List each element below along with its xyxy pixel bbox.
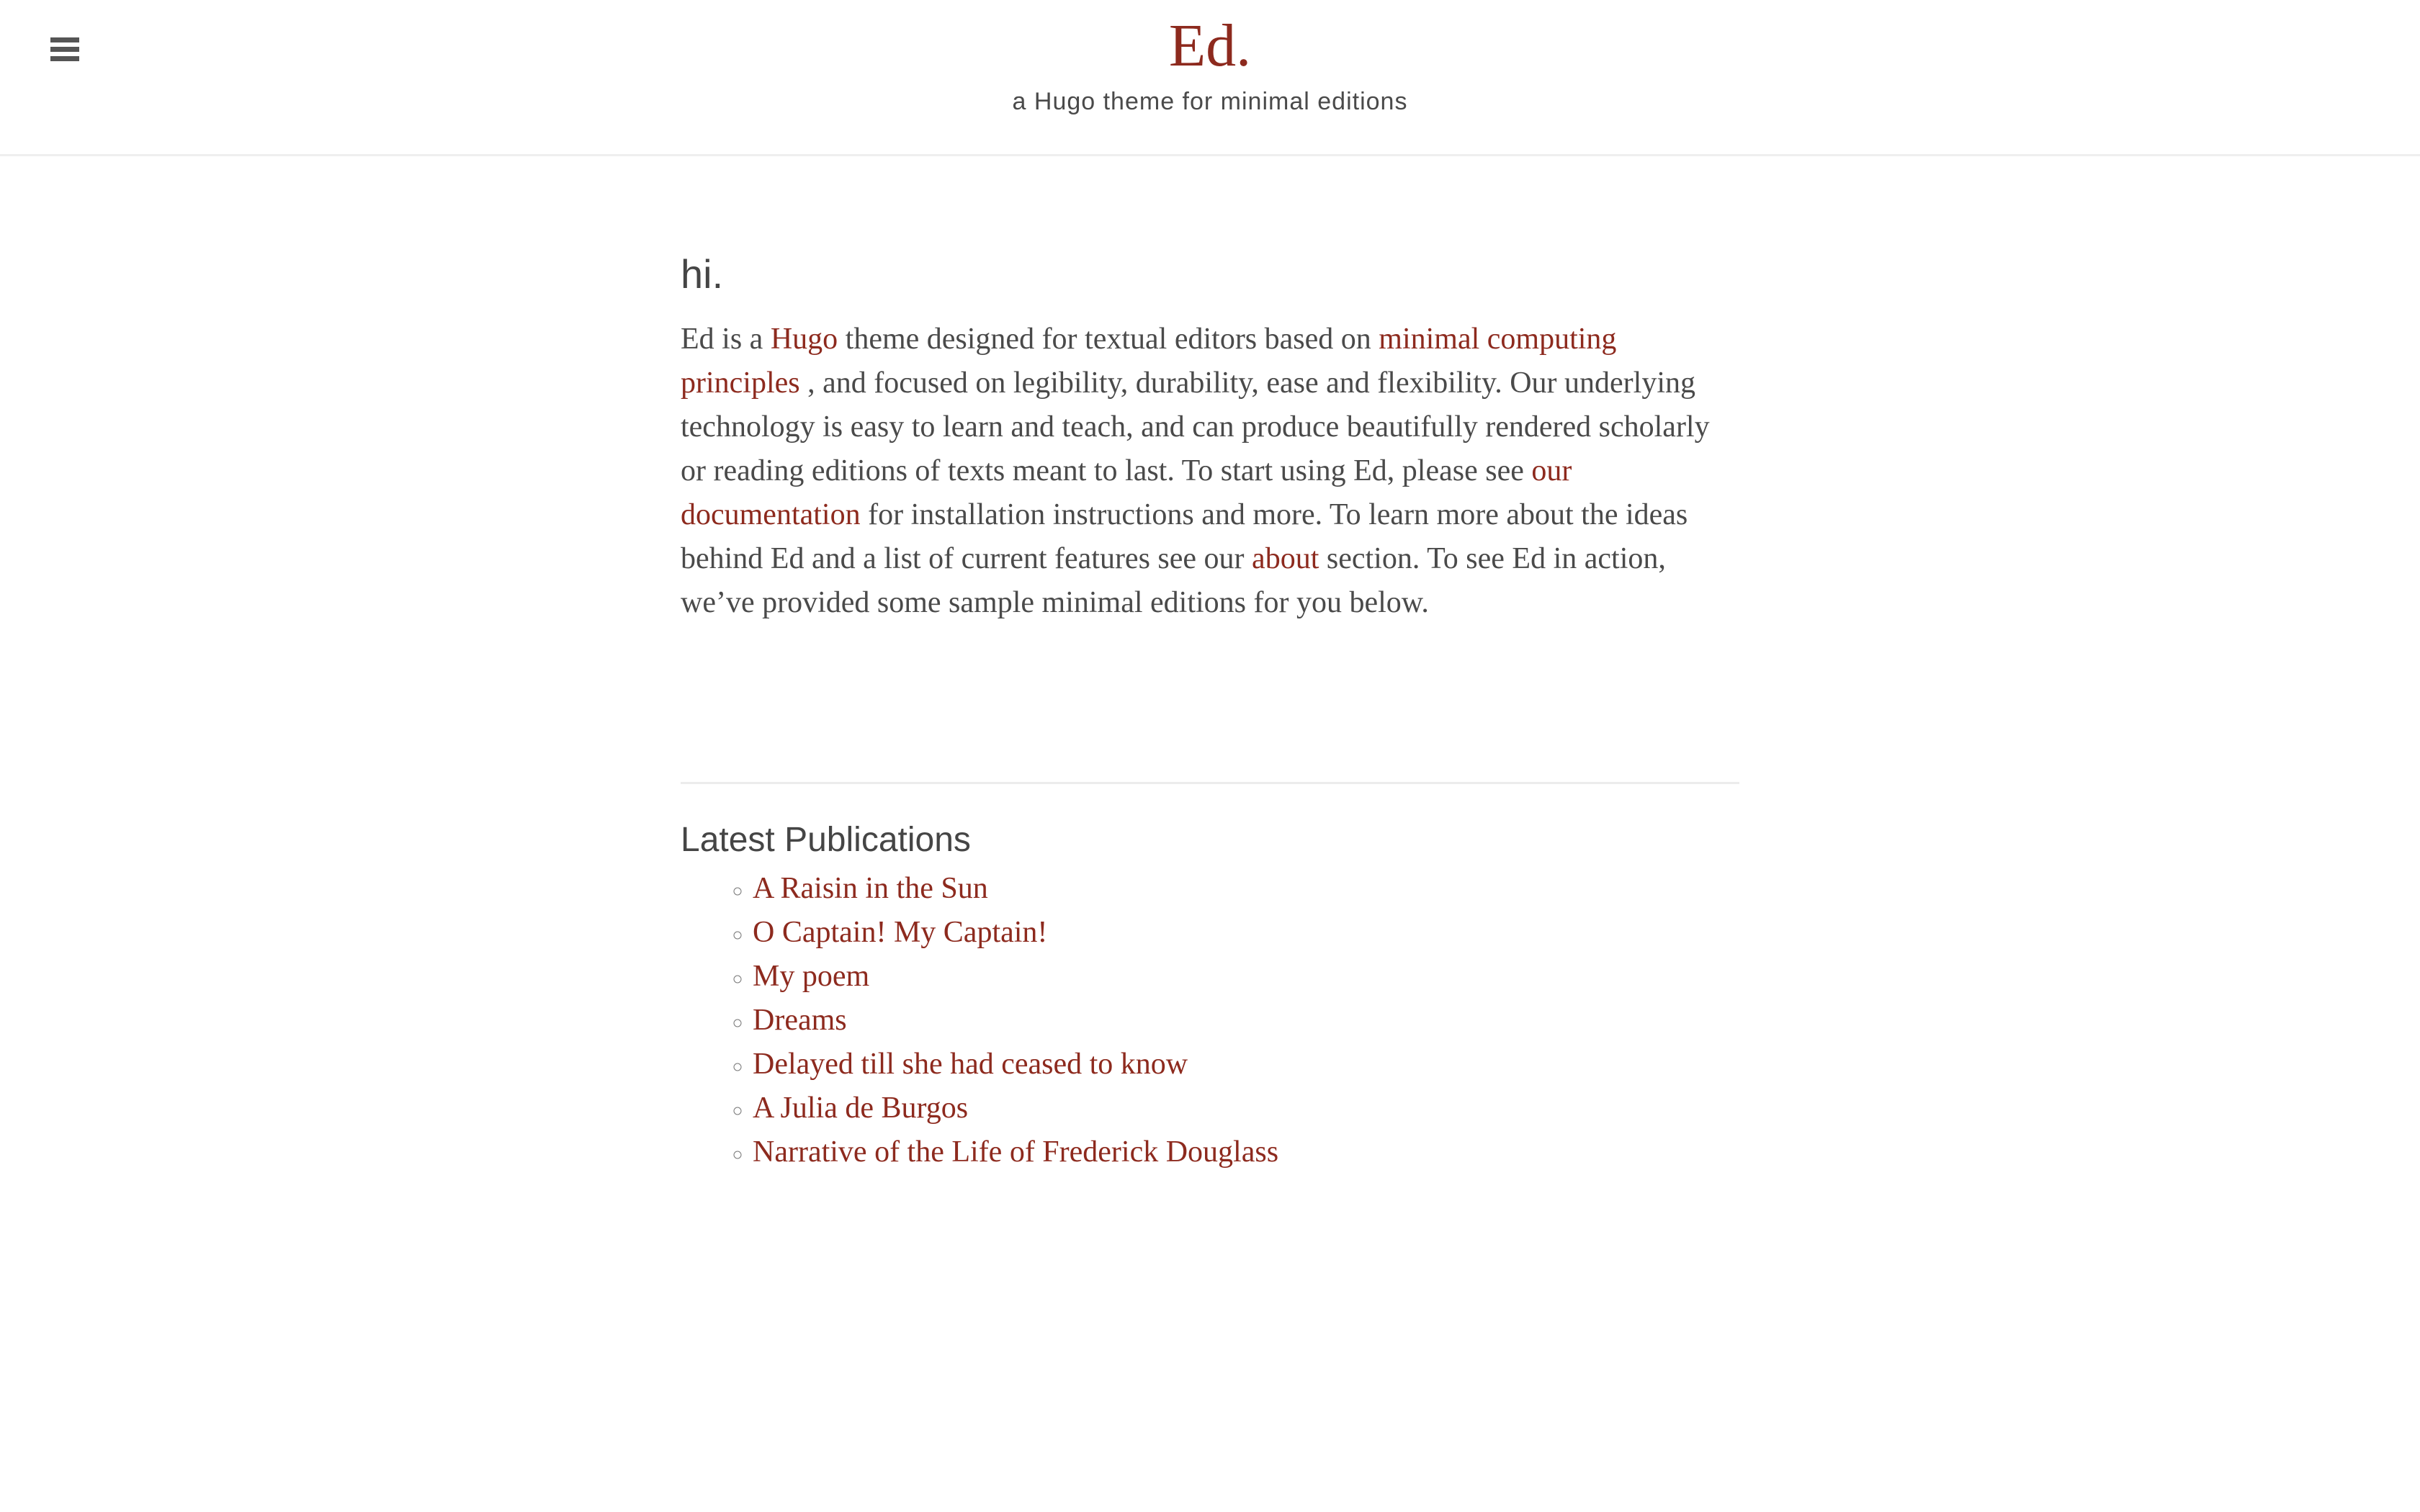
publication-item [753, 867, 1739, 911]
publication-link[interactable]: Delayed till she had ceased to know [753, 1047, 1188, 1081]
site-title-link[interactable]: Ed. [1168, 12, 1252, 79]
publication-link[interactable]: My poem [753, 959, 870, 993]
publication-item [753, 1043, 1739, 1086]
publication-link[interactable]: A Julia de Burgos [753, 1091, 969, 1125]
publication-item [753, 999, 1739, 1043]
main-content [681, 251, 1739, 1174]
masthead [0, 0, 2420, 116]
hamburger-bar [50, 47, 79, 52]
hamburger-bar [50, 37, 79, 42]
publication-link[interactable]: Dreams [753, 1003, 847, 1037]
site-header [0, 0, 2420, 156]
publications-heading: Latest Publications [681, 821, 971, 860]
section-divider [681, 782, 1739, 784]
page-heading: hi. [681, 251, 724, 297]
hamburger-bar [50, 56, 79, 61]
intro-link[interactable]: our documentation [681, 454, 1572, 532]
publications-list [681, 867, 1739, 1174]
publication-link[interactable]: Narrative of the Life of Frederick Douglass [753, 1135, 1279, 1169]
publication-link[interactable]: O Captain! My Captain! [753, 915, 1048, 949]
publication-item [753, 955, 1739, 999]
site-subtitle: a Hugo theme for minimal editions [1012, 88, 1408, 115]
intro-paragraph: Ed is a Hugo theme designed for textual editors based on minimal computing principles , and focused on legibility, durability, ease and flexibility. Our underlying technology is easy to learn and teach, and can produce beautifully rendered scholarly or reading editions of texts meant to last. To start using Ed, please see our documentation for installation instructions and more. To learn more about the ideas behind Ed and a list of current features see our about section. To see Ed in action, we’ve provided some sample minimal editions for you below. [681, 323, 1710, 620]
publication-item [753, 1130, 1739, 1174]
intro-link[interactable]: minimal computing principles [681, 323, 1617, 400]
hamburger-icon [50, 37, 79, 61]
publication-link[interactable]: A Raisin in the Sun [753, 871, 988, 905]
publication-item [753, 1086, 1739, 1130]
publication-item [753, 911, 1739, 955]
intro-link[interactable]: Hugo [770, 323, 838, 356]
intro-link[interactable]: about [1252, 542, 1319, 576]
menu-button[interactable] [50, 37, 79, 60]
